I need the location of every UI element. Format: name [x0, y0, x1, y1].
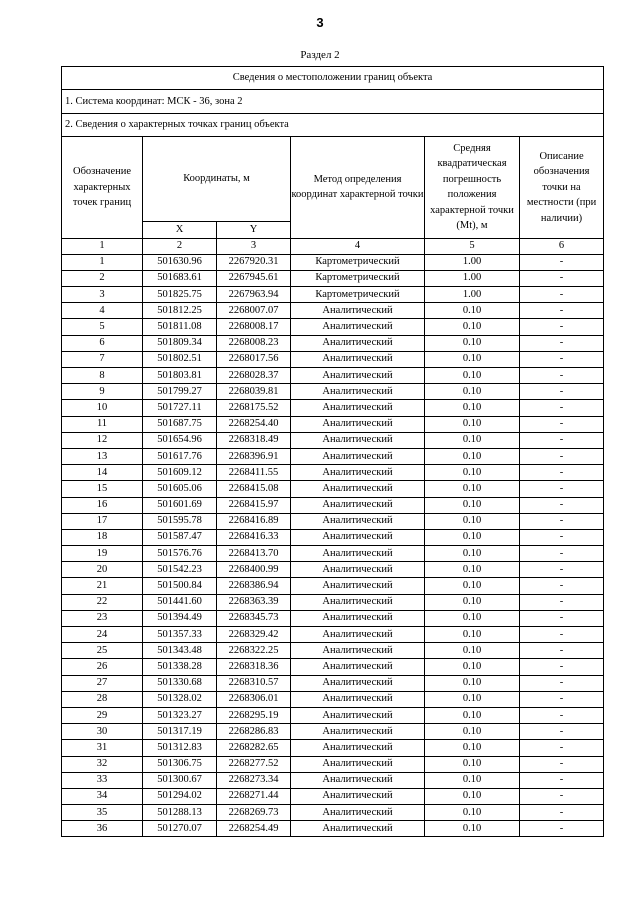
coord-x: 501576.76 — [143, 546, 217, 562]
method: Аналитический — [291, 627, 425, 643]
coord-y: 2268318.49 — [217, 432, 291, 448]
table-row — [62, 578, 604, 594]
coord-x: 501357.33 — [143, 627, 217, 643]
table-row — [62, 821, 604, 837]
table-row — [62, 303, 604, 319]
coord-x: 501654.96 — [143, 432, 217, 448]
coord-x: 501270.07 — [143, 821, 217, 837]
col-number: 4 — [291, 238, 425, 254]
method: Аналитический — [291, 465, 425, 481]
description: - — [520, 400, 604, 416]
coord-x: 501799.27 — [143, 384, 217, 400]
table-row — [62, 384, 604, 400]
description: - — [520, 610, 604, 626]
coord-y: 2268017.56 — [217, 351, 291, 367]
table-row — [62, 351, 604, 367]
coord-y: 2268008.23 — [217, 335, 291, 351]
table-row — [62, 497, 604, 513]
table-row — [62, 659, 604, 675]
point-number: 6 — [62, 335, 143, 351]
error-value: 0.10 — [425, 335, 520, 351]
coord-x: 501330.68 — [143, 675, 217, 691]
coord-y: 2268008.17 — [217, 319, 291, 335]
description: - — [520, 513, 604, 529]
method: Аналитический — [291, 432, 425, 448]
method: Аналитический — [291, 481, 425, 497]
coord-y: 2268273.34 — [217, 772, 291, 788]
description: - — [520, 287, 604, 303]
point-number: 10 — [62, 400, 143, 416]
point-number: 25 — [62, 643, 143, 659]
coord-y: 2267945.61 — [217, 270, 291, 286]
table-row — [62, 691, 604, 707]
col-number: 6 — [520, 238, 604, 254]
point-number: 26 — [62, 659, 143, 675]
coord-x: 501300.67 — [143, 772, 217, 788]
table-row — [62, 529, 604, 545]
method: Аналитический — [291, 562, 425, 578]
header-error: Средняя квадратическая погрешность положения характерной точки (Mt), м — [425, 137, 520, 239]
description: - — [520, 740, 604, 756]
description: - — [520, 319, 604, 335]
method: Аналитический — [291, 578, 425, 594]
point-number: 11 — [62, 416, 143, 432]
description: - — [520, 497, 604, 513]
error-value: 0.10 — [425, 562, 520, 578]
coord-x: 501306.75 — [143, 756, 217, 772]
point-number: 21 — [62, 578, 143, 594]
description: - — [520, 529, 604, 545]
description: - — [520, 805, 604, 821]
page-number: 3 — [316, 15, 324, 30]
table-row — [62, 627, 604, 643]
coord-x: 501812.25 — [143, 303, 217, 319]
point-number: 28 — [62, 691, 143, 707]
error-value: 0.10 — [425, 724, 520, 740]
description: - — [520, 303, 604, 319]
coord-y: 2268007.07 — [217, 303, 291, 319]
table-row — [62, 643, 604, 659]
method: Аналитический — [291, 707, 425, 723]
coord-x: 501601.69 — [143, 497, 217, 513]
coord-x: 501825.75 — [143, 287, 217, 303]
coord-x: 501587.47 — [143, 529, 217, 545]
table-row — [62, 319, 604, 335]
description: - — [520, 270, 604, 286]
coord-x: 501630.96 — [143, 254, 217, 270]
description: - — [520, 578, 604, 594]
coord-y: 2268396.91 — [217, 448, 291, 464]
description: - — [520, 643, 604, 659]
table-row — [62, 594, 604, 610]
method: Аналитический — [291, 756, 425, 772]
point-number: 30 — [62, 724, 143, 740]
coord-y: 2268413.70 — [217, 546, 291, 562]
coord-y: 2268306.01 — [217, 691, 291, 707]
point-number: 32 — [62, 756, 143, 772]
coord-x: 501317.19 — [143, 724, 217, 740]
description: - — [520, 659, 604, 675]
coord-y: 2268175.52 — [217, 400, 291, 416]
table-row — [62, 465, 604, 481]
table-row — [62, 675, 604, 691]
point-number: 13 — [62, 448, 143, 464]
error-value: 0.10 — [425, 594, 520, 610]
error-value: 1.00 — [425, 287, 520, 303]
table-row — [62, 400, 604, 416]
header-method: Метод определения координат характерной точки — [291, 137, 425, 239]
description: - — [520, 481, 604, 497]
table-row — [62, 740, 604, 756]
description: - — [520, 627, 604, 643]
description: - — [520, 594, 604, 610]
coord-y: 2268286.83 — [217, 724, 291, 740]
point-number: 33 — [62, 772, 143, 788]
table-row — [62, 610, 604, 626]
description: - — [520, 416, 604, 432]
point-number: 15 — [62, 481, 143, 497]
table-row — [62, 287, 604, 303]
error-value: 0.10 — [425, 497, 520, 513]
col-number: 2 — [143, 238, 217, 254]
error-value: 1.00 — [425, 254, 520, 270]
point-number: 16 — [62, 497, 143, 513]
coord-x: 501727.11 — [143, 400, 217, 416]
method: Аналитический — [291, 335, 425, 351]
error-value: 1.00 — [425, 270, 520, 286]
coord-x: 501323.27 — [143, 707, 217, 723]
point-number: 36 — [62, 821, 143, 837]
coord-x: 501809.34 — [143, 335, 217, 351]
coord-y: 2268282.65 — [217, 740, 291, 756]
point-number: 20 — [62, 562, 143, 578]
table-row — [62, 546, 604, 562]
coord-y: 2268415.97 — [217, 497, 291, 513]
coord-y: 2268277.52 — [217, 756, 291, 772]
error-value: 0.10 — [425, 805, 520, 821]
coord-x: 501343.48 — [143, 643, 217, 659]
description: - — [520, 821, 604, 837]
coord-y: 2268039.81 — [217, 384, 291, 400]
coord-y: 2268363.39 — [217, 594, 291, 610]
method: Аналитический — [291, 400, 425, 416]
coord-x: 501288.13 — [143, 805, 217, 821]
point-number: 24 — [62, 627, 143, 643]
point-number: 17 — [62, 513, 143, 529]
header-designation: Обозначение характерных точек границ — [62, 137, 143, 239]
table-row — [62, 254, 604, 270]
coord-y: 2268318.36 — [217, 659, 291, 675]
table-row — [62, 562, 604, 578]
coord-y: 2268295.19 — [217, 707, 291, 723]
error-value: 0.10 — [425, 384, 520, 400]
coord-system: 1. Система координат: МСК - 36, зона 2 — [62, 90, 604, 114]
coord-x: 501617.76 — [143, 448, 217, 464]
table-row — [62, 707, 604, 723]
error-value: 0.10 — [425, 788, 520, 804]
method: Аналитический — [291, 788, 425, 804]
description: - — [520, 368, 604, 384]
error-value: 0.10 — [425, 691, 520, 707]
error-value: 0.10 — [425, 578, 520, 594]
method: Аналитический — [291, 384, 425, 400]
table-row — [62, 368, 604, 384]
coord-x: 501328.02 — [143, 691, 217, 707]
description: - — [520, 546, 604, 562]
error-value: 0.10 — [425, 513, 520, 529]
point-number: 2 — [62, 270, 143, 286]
method: Аналитический — [291, 675, 425, 691]
error-value: 0.10 — [425, 319, 520, 335]
error-value: 0.10 — [425, 821, 520, 837]
point-number: 19 — [62, 546, 143, 562]
header-x: X — [143, 222, 217, 239]
col-number: 5 — [425, 238, 520, 254]
coord-x: 501683.61 — [143, 270, 217, 286]
point-number: 35 — [62, 805, 143, 821]
point-number: 3 — [62, 287, 143, 303]
description: - — [520, 788, 604, 804]
method: Аналитический — [291, 659, 425, 675]
method: Аналитический — [291, 416, 425, 432]
column-numbers-row — [62, 238, 604, 254]
method: Аналитический — [291, 772, 425, 788]
coord-x: 501609.12 — [143, 465, 217, 481]
coord-x: 501802.51 — [143, 351, 217, 367]
table-row — [62, 481, 604, 497]
error-value: 0.10 — [425, 448, 520, 464]
error-value: 0.10 — [425, 659, 520, 675]
coord-x: 501803.81 — [143, 368, 217, 384]
error-value: 0.10 — [425, 772, 520, 788]
coord-y: 2268028.37 — [217, 368, 291, 384]
coord-y: 2267963.94 — [217, 287, 291, 303]
header-y: Y — [217, 222, 291, 239]
error-value: 0.10 — [425, 707, 520, 723]
description: - — [520, 351, 604, 367]
description: - — [520, 254, 604, 270]
method: Аналитический — [291, 805, 425, 821]
error-value: 0.10 — [425, 529, 520, 545]
table-row — [62, 335, 604, 351]
point-number: 8 — [62, 368, 143, 384]
method: Аналитический — [291, 610, 425, 626]
method: Картометрический — [291, 270, 425, 286]
col-number: 1 — [62, 238, 143, 254]
method: Аналитический — [291, 351, 425, 367]
description: - — [520, 465, 604, 481]
coord-x: 501441.60 — [143, 594, 217, 610]
method: Аналитический — [291, 368, 425, 384]
coord-y: 2268411.55 — [217, 465, 291, 481]
method: Картометрический — [291, 287, 425, 303]
table-row — [62, 513, 604, 529]
table-row — [62, 805, 604, 821]
point-number: 27 — [62, 675, 143, 691]
error-value: 0.10 — [425, 303, 520, 319]
error-value: 0.10 — [425, 481, 520, 497]
method: Аналитический — [291, 529, 425, 545]
error-value: 0.10 — [425, 756, 520, 772]
error-value: 0.10 — [425, 610, 520, 626]
coord-y: 2268254.49 — [217, 821, 291, 837]
point-number: 4 — [62, 303, 143, 319]
error-value: 0.10 — [425, 351, 520, 367]
point-number: 23 — [62, 610, 143, 626]
coord-y: 2268345.73 — [217, 610, 291, 626]
point-number: 1 — [62, 254, 143, 270]
point-number: 34 — [62, 788, 143, 804]
method: Картометрический — [291, 254, 425, 270]
error-value: 0.10 — [425, 416, 520, 432]
point-number: 14 — [62, 465, 143, 481]
error-value: 0.10 — [425, 643, 520, 659]
method: Аналитический — [291, 303, 425, 319]
point-number: 12 — [62, 432, 143, 448]
coord-y: 2268310.57 — [217, 675, 291, 691]
description: - — [520, 675, 604, 691]
point-number: 22 — [62, 594, 143, 610]
table-row — [62, 448, 604, 464]
coord-y: 2268416.33 — [217, 529, 291, 545]
table-row — [62, 756, 604, 772]
point-number: 7 — [62, 351, 143, 367]
error-value: 0.10 — [425, 400, 520, 416]
description: - — [520, 432, 604, 448]
description: - — [520, 335, 604, 351]
coord-y: 2268254.40 — [217, 416, 291, 432]
coord-y: 2268271.44 — [217, 788, 291, 804]
method: Аналитический — [291, 724, 425, 740]
description: - — [520, 562, 604, 578]
method: Аналитический — [291, 448, 425, 464]
description: - — [520, 448, 604, 464]
coord-y: 2268386.94 — [217, 578, 291, 594]
boundary-table — [61, 66, 604, 837]
description: - — [520, 691, 604, 707]
coord-x: 501312.83 — [143, 740, 217, 756]
header-coords: Координаты, м — [143, 137, 291, 222]
method: Аналитический — [291, 691, 425, 707]
coord-y: 2268415.08 — [217, 481, 291, 497]
coord-x: 501595.78 — [143, 513, 217, 529]
error-value: 0.10 — [425, 368, 520, 384]
coord-x: 501394.49 — [143, 610, 217, 626]
method: Аналитический — [291, 546, 425, 562]
method: Аналитический — [291, 643, 425, 659]
point-number: 31 — [62, 740, 143, 756]
error-value: 0.10 — [425, 675, 520, 691]
error-value: 0.10 — [425, 546, 520, 562]
point-number: 9 — [62, 384, 143, 400]
method: Аналитический — [291, 594, 425, 610]
description: - — [520, 772, 604, 788]
table-row — [62, 270, 604, 286]
description: - — [520, 756, 604, 772]
coord-y: 2268269.73 — [217, 805, 291, 821]
table-row — [62, 416, 604, 432]
method: Аналитический — [291, 821, 425, 837]
coord-y: 2268400.99 — [217, 562, 291, 578]
coord-y: 2267920.31 — [217, 254, 291, 270]
method: Аналитический — [291, 740, 425, 756]
coord-x: 501294.02 — [143, 788, 217, 804]
coord-y: 2268416.89 — [217, 513, 291, 529]
table-title: Сведения о местоположении границ объекта — [62, 67, 604, 90]
header-description: Описание обозначения точки на местности (при наличии) — [520, 137, 604, 239]
coord-y: 2268322.25 — [217, 643, 291, 659]
error-value: 0.10 — [425, 465, 520, 481]
point-number: 18 — [62, 529, 143, 545]
description: - — [520, 707, 604, 723]
coord-x: 501605.06 — [143, 481, 217, 497]
coord-x: 501811.08 — [143, 319, 217, 335]
coord-y: 2268329.42 — [217, 627, 291, 643]
coord-x: 501687.75 — [143, 416, 217, 432]
coord-x: 501542.23 — [143, 562, 217, 578]
method: Аналитический — [291, 513, 425, 529]
points-title: 2. Сведения о характерных точках границ объекта — [62, 114, 604, 137]
description: - — [520, 724, 604, 740]
error-value: 0.10 — [425, 432, 520, 448]
table-row — [62, 432, 604, 448]
method: Аналитический — [291, 319, 425, 335]
section-title: Раздел 2 — [300, 49, 340, 61]
table-row — [62, 724, 604, 740]
col-number: 3 — [217, 238, 291, 254]
error-value: 0.10 — [425, 740, 520, 756]
method: Аналитический — [291, 497, 425, 513]
point-number: 5 — [62, 319, 143, 335]
table-row — [62, 788, 604, 804]
description: - — [520, 384, 604, 400]
coord-x: 501500.84 — [143, 578, 217, 594]
error-value: 0.10 — [425, 627, 520, 643]
coord-x: 501338.28 — [143, 659, 217, 675]
point-number: 29 — [62, 707, 143, 723]
table-row — [62, 772, 604, 788]
